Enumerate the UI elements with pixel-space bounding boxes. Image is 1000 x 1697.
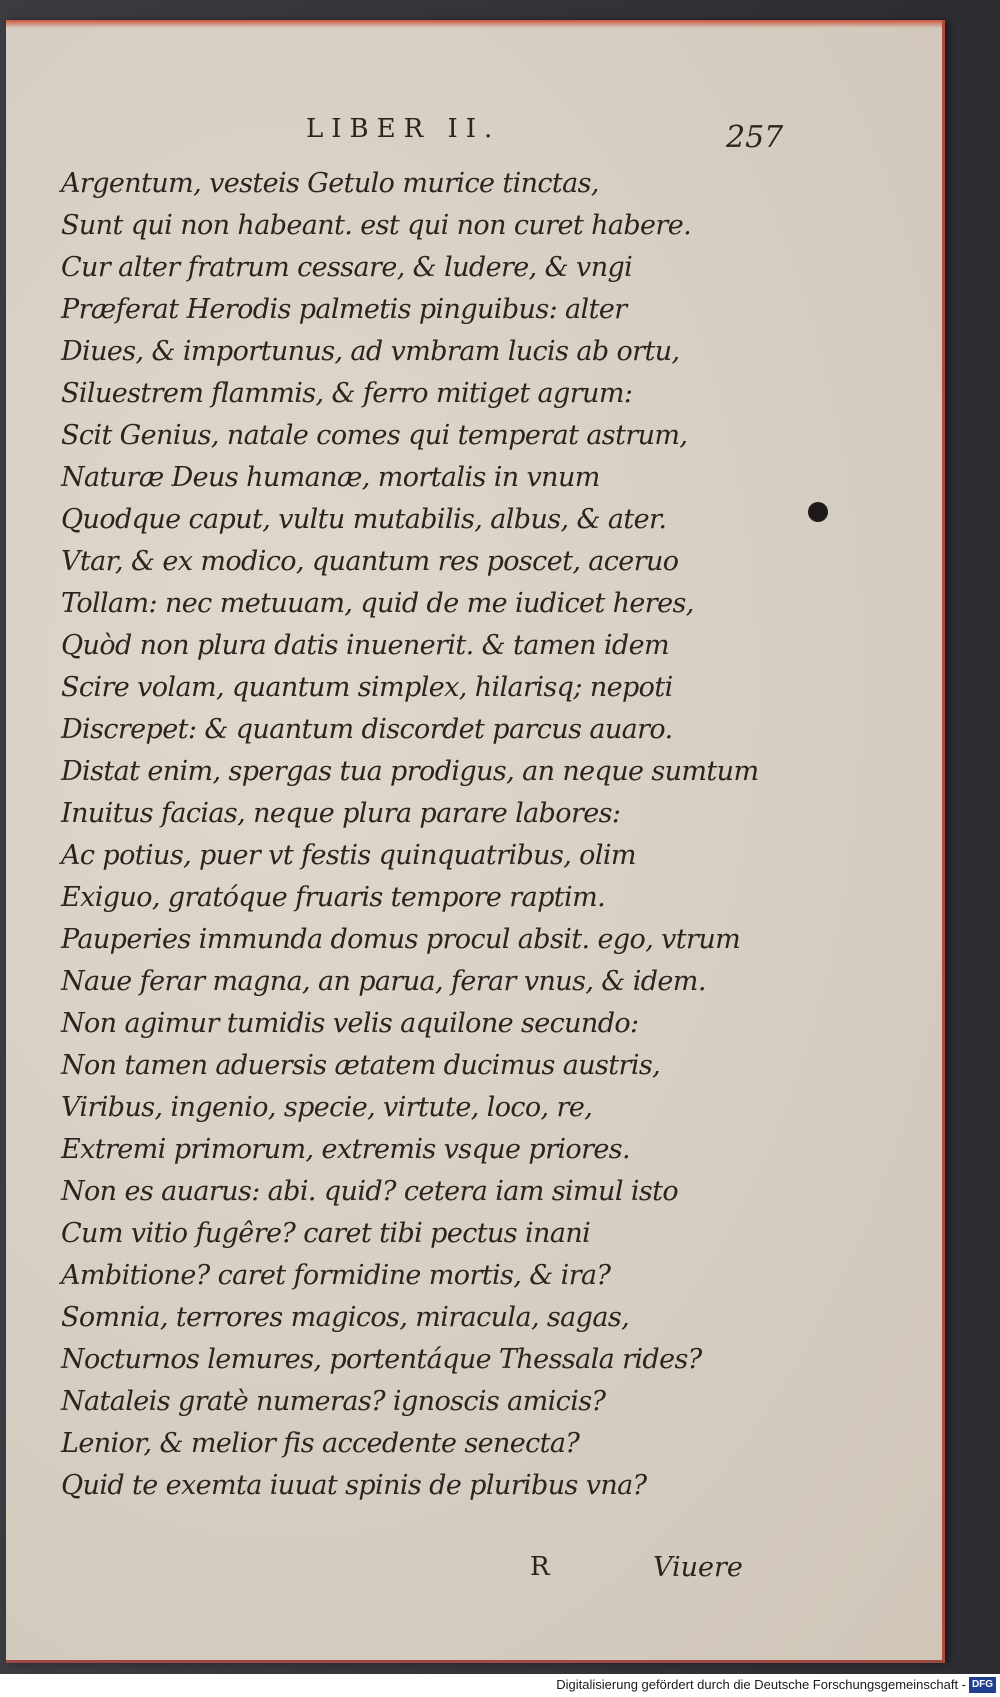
verse-line: Nataleis gratè numeras? ignoscis amicis?	[61, 1386, 606, 1417]
verse-line: Non es auarus: abi. quid? cetera iam simul isto	[61, 1176, 679, 1207]
dfg-logo: DFG	[969, 1677, 996, 1693]
verse-line: Exiguo, gratóque fruaris tempore raptim.	[61, 882, 606, 913]
book-page	[6, 20, 945, 1663]
ink-blot-mark	[808, 502, 828, 522]
verse-line: Quodque caput, vultu mutabilis, albus, & ater.	[61, 504, 667, 535]
verse-line: Ac potius, puer vt festis quinquatribus, olim	[61, 840, 636, 871]
verse-line: Naturæ Deus humanæ, mortalis in vnum	[61, 462, 600, 493]
verse-line: Non agimur tumidis velis aquilone secundo:	[61, 1008, 639, 1039]
page-number: 257	[726, 120, 784, 155]
verse-line: Scit Genius, natale comes qui temperat astrum,	[61, 420, 688, 451]
verse-line: Pauperies immunda domus procul absit. ego, vtrum	[61, 924, 741, 955]
verse-line: Argentum, vesteis Getulo murice tinctas,	[61, 168, 599, 199]
verse-line: Non tamen aduersis ætatem ducimus austris,	[61, 1050, 661, 1081]
verse-line: Nocturnos lemures, portentáque Thessala rides?	[61, 1344, 702, 1375]
verse-line: Distat enim, spergas tua prodigus, an neque sumtum	[61, 756, 759, 787]
digitization-credit: Digitalisierung gefördert durch die Deutsche Forschungsgemeinschaft -	[556, 1677, 966, 1692]
page-footer	[6, 1552, 942, 1592]
verse-line: Præferat Herodis palmetis pinguibus: alter	[61, 294, 627, 325]
verse-line: Inuitus facias, neque plura parare labores:	[61, 798, 621, 829]
verse-line: Diues, & importunus, ad vmbram lucis ab ortu,	[61, 336, 680, 367]
verse-line: Viribus, ingenio, specie, virtute, loco, re,	[61, 1092, 593, 1123]
signature-mark: R	[530, 1552, 550, 1582]
verse-line: Discrepet: & quantum discordet parcus auaro.	[61, 714, 673, 745]
verse-line: Extremi primorum, extremis vsque priores.	[61, 1134, 631, 1165]
running-title: LIBER II.	[306, 114, 501, 144]
verse-line: Vtar, & ex modico, quantum res poscet, aceruo	[61, 546, 679, 577]
verse-line: Tollam: nec metuuam, quid de me iudicet heres,	[61, 588, 694, 619]
verse-line: Quid te exemta iuuat spinis de pluribus vna?	[61, 1470, 647, 1501]
catchword: Viuere	[653, 1552, 743, 1583]
verse-line: Cum vitio fugêre? caret tibi pectus inani	[61, 1218, 591, 1249]
verse-line: Siluestrem flammis, & ferro mitiget agrum:	[61, 378, 633, 409]
verse-line: Sunt qui non habeant. est qui non curet habere.	[61, 210, 692, 241]
verse-line: Ambitione? caret formidine mortis, & ira?	[61, 1260, 611, 1291]
verse-line: Lenior, & melior fis accedente senecta?	[61, 1428, 580, 1459]
verse-line: Scire volam, quantum simplex, hilarisq; nepoti	[61, 672, 673, 703]
verse-line: Somnia, terrores magicos, miracula, sagas,	[61, 1302, 630, 1333]
verse-line: Quòd non plura datis inuenerit. & tamen idem	[61, 630, 669, 661]
verse-line: Cur alter fratrum cessare, & ludere, & vngi	[61, 252, 633, 283]
verse-line: Naue ferar magna, an parua, ferar vnus, & idem.	[61, 966, 706, 997]
digitization-footer	[0, 1674, 1000, 1697]
verse-text-block	[61, 163, 881, 1507]
